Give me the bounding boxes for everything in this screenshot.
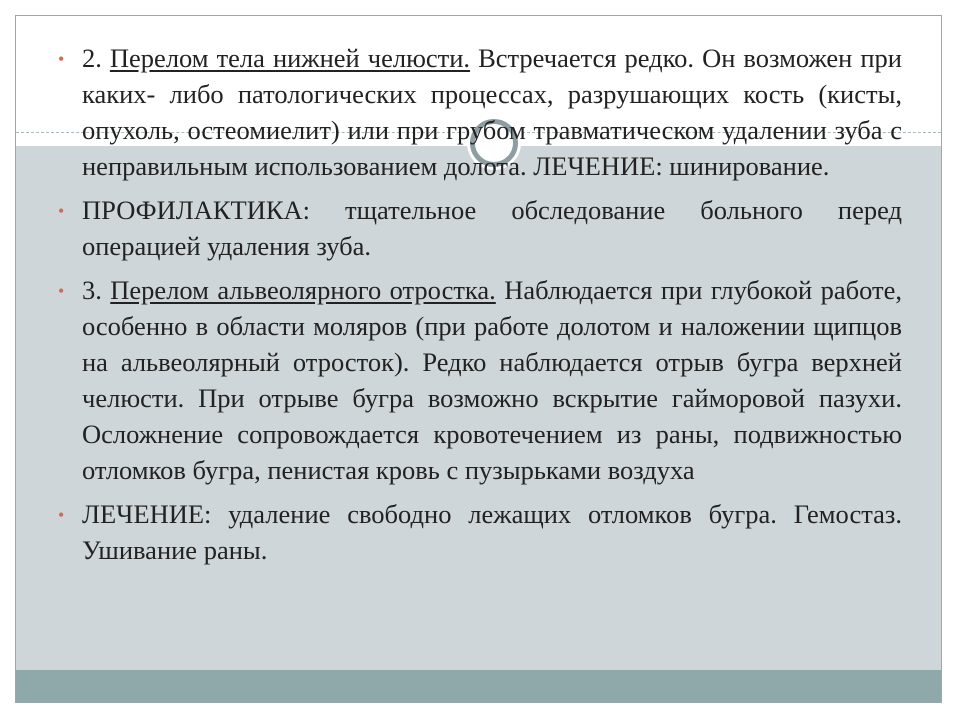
item-number: 3. bbox=[82, 275, 102, 305]
list-item bbox=[58, 40, 902, 184]
item-text: Наблюдается при глубокой работе, особенно в области моляров (при работе долотом и наложении щипцов на альвеолярный отросток). Редко наблюдается отрыв бугра верхней челюсти. При отрыве бугра возможно вскрытие гайморовой пазухи. Осложнение сопровождается кровотечением из раны, подвижностью отломков бугра, пенистая кровь с пузырьками воздуха bbox=[82, 275, 902, 485]
item-number: 2. bbox=[82, 43, 102, 73]
list-item bbox=[58, 192, 902, 264]
footer-band bbox=[16, 670, 941, 703]
bullet-icon: • bbox=[58, 505, 65, 525]
item-text: ЛЕЧЕНИЕ: удаление свободно лежащих отломков бугра. Гемостаз. Ушивание раны. bbox=[82, 499, 902, 565]
list-item bbox=[58, 272, 902, 488]
bullet-icon: • bbox=[58, 201, 65, 221]
list-item bbox=[58, 496, 902, 568]
bullet-icon: • bbox=[58, 281, 65, 301]
bullet-list bbox=[58, 40, 902, 576]
item-heading: Перелом тела нижней челюсти. bbox=[109, 43, 471, 73]
bullet-icon: • bbox=[58, 49, 65, 69]
item-text: Встречается редко. Он возможен при каких- либо патологических процессах, разрушающих кость (кисты, опухоль, остеомиелит) или при грубом травматическом удалении зуба с неправильным использованием долота. ЛЕЧЕНИЕ: шинирование. bbox=[82, 43, 902, 181]
item-heading: Перелом альвеолярного отростка. bbox=[110, 275, 496, 305]
item-text: ПРОФИЛАКТИКА: тщательное обследование больного перед операцией удаления зуба. bbox=[82, 195, 902, 261]
